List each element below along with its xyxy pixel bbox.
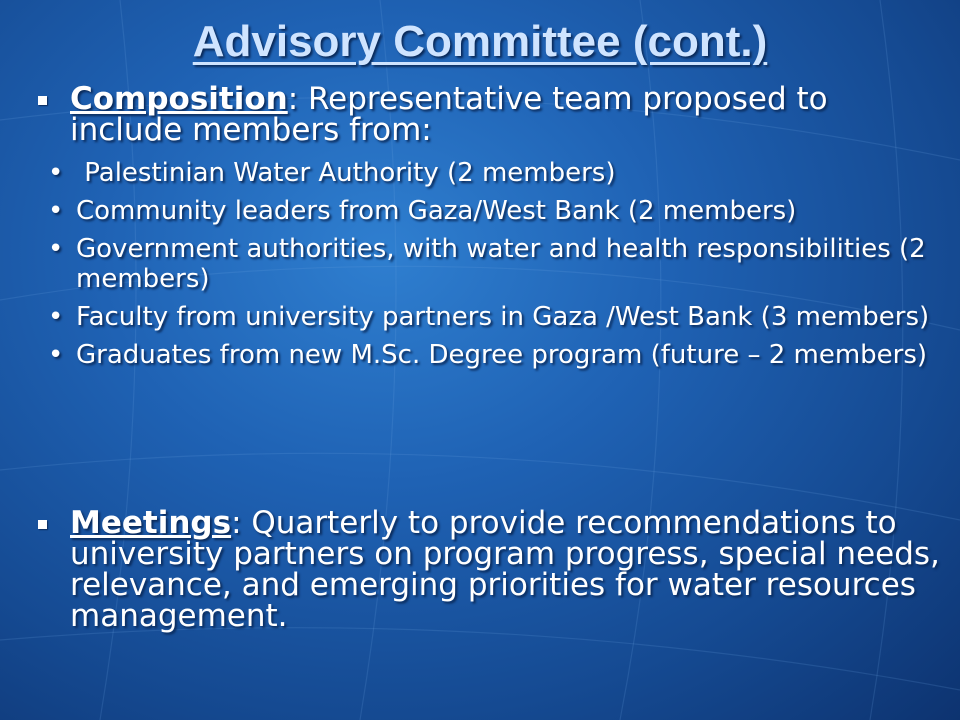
list-item bbox=[34, 196, 944, 226]
list-item bbox=[34, 302, 944, 332]
square-bullet-icon bbox=[38, 96, 47, 105]
meetings-text: : Quarterly to provide recommendations to university partners on program progress, special needs, relevance, and emerging priorities for water resources management. bbox=[70, 505, 940, 634]
list-item-text: Government authorities, with water and health responsibilities (2 members) bbox=[76, 234, 926, 294]
list-item bbox=[34, 158, 944, 188]
meetings-section bbox=[34, 505, 944, 634]
list-item-text: Palestinian Water Authority (2 members) bbox=[76, 158, 616, 188]
composition-section bbox=[34, 81, 944, 378]
composition-item bbox=[34, 81, 944, 148]
list-item-text: Community leaders from Gaza/West Bank (2 members) bbox=[76, 196, 797, 226]
list-item bbox=[34, 234, 944, 294]
list-item-text: Faculty from university partners in Gaza /West Bank (3 members) bbox=[76, 302, 930, 332]
meetings-label: Meetings bbox=[70, 505, 232, 541]
bullet-dot-icon: • bbox=[48, 302, 64, 332]
list-item bbox=[34, 340, 944, 370]
bullet-dot-icon: • bbox=[48, 196, 64, 226]
bullet-dot-icon: • bbox=[48, 340, 64, 370]
slide-title: Advisory Committee (cont.) bbox=[192, 17, 768, 66]
square-bullet-icon bbox=[38, 520, 47, 529]
composition-members-list bbox=[34, 158, 944, 370]
list-item-text: Graduates from new M.Sc. Degree program (future – 2 members) bbox=[76, 340, 928, 370]
bullet-dot-icon: • bbox=[48, 234, 64, 264]
meetings-item bbox=[34, 505, 944, 634]
composition-label: Composition bbox=[70, 81, 288, 117]
composition-text: : Representative team proposed to include members from: bbox=[70, 81, 828, 148]
bullet-dot-icon: • bbox=[48, 158, 64, 188]
